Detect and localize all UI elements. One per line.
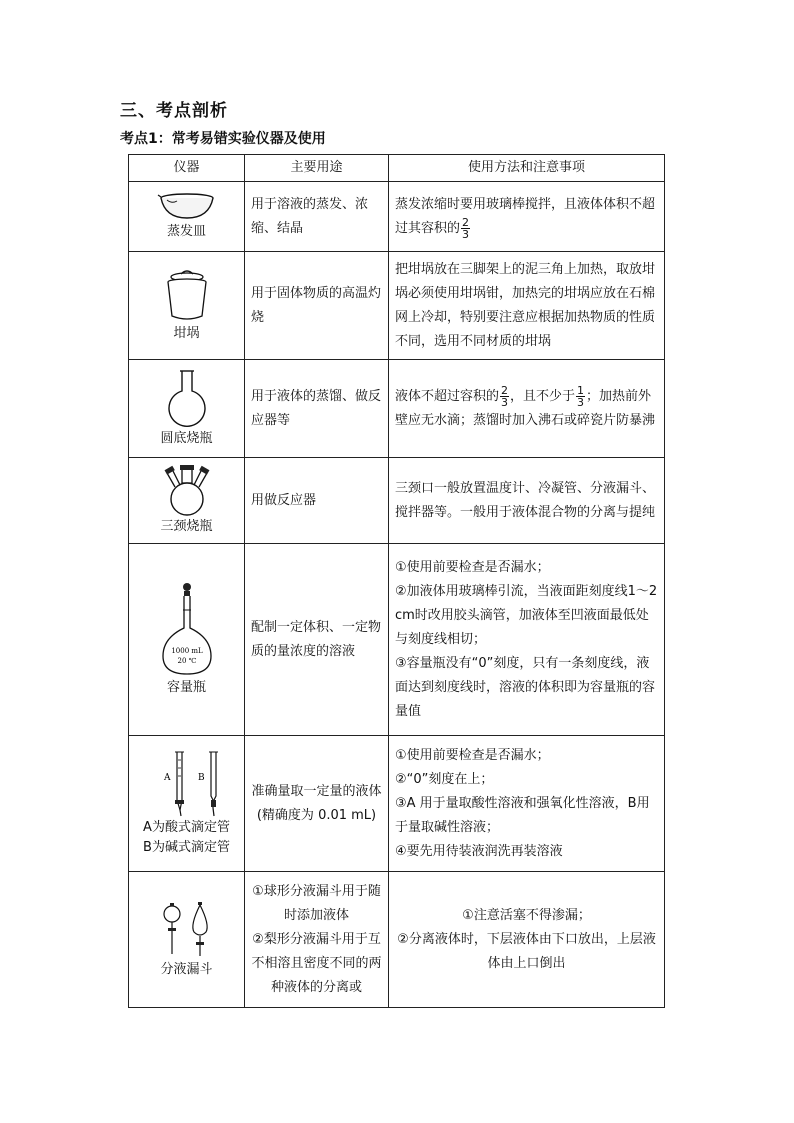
instrument-name-b: B为碱式滴定管 — [143, 839, 230, 855]
note-item: ④要先用待装液润洗再装溶液 — [395, 843, 563, 859]
page-title: 三、考点剖析 — [120, 101, 228, 121]
note-item: ①注意活塞不得渗漏； — [462, 907, 591, 923]
section-title: 考点1：常考易错实验仪器及使用 — [120, 131, 326, 147]
main-use-cell: 用于溶液的蒸发、浓缩、结晶 — [245, 182, 389, 252]
use-item: ①球形分液漏斗用于随时添加液体 — [252, 883, 381, 923]
table-row — [129, 182, 665, 252]
burette-label-a: A — [163, 772, 170, 783]
instrument-cell — [129, 458, 245, 544]
fraction-numerator: 2 — [462, 215, 470, 229]
fraction — [461, 217, 470, 240]
burettes-icon — [142, 750, 232, 818]
three-neck-flask-icon — [157, 465, 217, 517]
notes-text: ；加热前外壁应无水滴；蒸馏时加入沸石或碎瓷片防暴沸 — [395, 388, 656, 428]
flask-capacity-label: 1000 mL — [170, 646, 203, 655]
main-use-cell: 用于固体物质的高温灼烧 — [245, 252, 389, 360]
separatory-funnel-icon — [152, 900, 222, 960]
fraction-denominator: 3 — [501, 395, 509, 409]
note-item: ②加液体用玻璃棒引流，当液面距刻度线1～2 cm时改用胶头滴管，加液体至凹液面最低处与刻度线相切； — [395, 583, 658, 647]
fraction-numerator: 2 — [501, 383, 509, 397]
notes-cell — [389, 872, 665, 1008]
notes-cell — [389, 736, 665, 872]
instrument-name: 蒸发皿 — [166, 223, 206, 239]
instrument-name: 坩埚 — [173, 325, 200, 341]
notes-text: ，且不少于 — [510, 388, 576, 404]
fraction-numerator: 1 — [577, 383, 585, 397]
table-row — [129, 458, 665, 544]
note-item: ①使用前要检查是否漏水； — [395, 747, 550, 763]
round-bottom-flask-icon — [162, 369, 212, 429]
burette-label-b: B — [197, 772, 205, 783]
table-row — [129, 736, 665, 872]
main-use-cell: 用做反应器 — [245, 458, 389, 544]
use-item: ②梨形分液漏斗用于互不相溶且密度不同的两种液体的分离或 — [251, 931, 382, 995]
notes-text: 液体不超过容积的 — [395, 388, 500, 404]
note-item: ②“0”刻度在上； — [395, 771, 494, 787]
instrument-name: 圆底烧瓶 — [160, 430, 213, 446]
fraction-denominator: 3 — [577, 395, 585, 409]
instrument-name: 三颈烧瓶 — [160, 518, 213, 534]
fraction — [500, 385, 509, 408]
instrument-table — [128, 154, 665, 1008]
notes-cell — [389, 360, 665, 458]
notes-cell — [389, 544, 665, 736]
table-row — [129, 360, 665, 458]
instrument-cell — [129, 252, 245, 360]
main-use-cell: 用于液体的蒸馏、做反应器等 — [245, 360, 389, 458]
volumetric-flask-icon — [157, 582, 217, 678]
crucible-icon — [162, 268, 212, 324]
notes-cell — [389, 182, 665, 252]
header-notes: 使用方法和注意事项 — [389, 155, 665, 182]
header-instrument: 仪器 — [129, 155, 245, 182]
instrument-name-a: A为酸式滴定管 — [143, 819, 230, 835]
instrument-cell — [129, 360, 245, 458]
note-item: ①使用前要检查是否漏水； — [395, 559, 550, 575]
note-item: ③A 用于量取酸性溶液和强氧化性溶液，B用于量取碱性溶液； — [395, 795, 650, 835]
flask-temperature-label: 20 ℃ — [177, 656, 196, 665]
fraction-denominator: 3 — [462, 227, 470, 241]
instrument-name: 分液漏斗 — [160, 961, 213, 977]
notes-cell: 把坩埚放在三脚架上的泥三角上加热，取放坩埚必须使用坩埚钳，加热完的坩埚应放在石棉网上冷却，特别要注意应根据加热物质的性质不同，选用不同材质的坩埚 — [389, 252, 665, 360]
evaporating-dish-icon — [157, 192, 217, 222]
note-item: ③容量瓶没有“0”刻度，只有一条刻度线，液面达到刻度线时，溶液的体积即为容量瓶的容量值 — [395, 655, 656, 719]
instrument-cell — [129, 736, 245, 872]
table-header-row — [129, 155, 665, 182]
table-row — [129, 252, 665, 360]
instrument-cell — [129, 544, 245, 736]
fraction — [576, 385, 585, 408]
notes-text: 蒸发浓缩时要用玻璃棒搅拌，且液体体积不超过其容积的 — [395, 196, 656, 236]
table-row — [129, 872, 665, 1008]
instrument-cell — [129, 872, 245, 1008]
main-use-cell — [245, 872, 389, 1008]
main-use-cell: 准确量取一定量的液体(精确度为 0.01 mL) — [245, 736, 389, 872]
note-item: ②分离液体时，下层液体由下口放出，上层液体由上口倒出 — [397, 931, 656, 971]
instrument-name: 容量瓶 — [166, 679, 206, 695]
header-main-use: 主要用途 — [245, 155, 389, 182]
instrument-cell — [129, 182, 245, 252]
main-use-cell: 配制一定体积、一定物质的量浓度的溶液 — [245, 544, 389, 736]
table-row — [129, 544, 665, 736]
notes-cell: 三颈口一般放置温度计、冷凝管、分液漏斗、搅拌器等。一般用于液体混合物的分离与提纯 — [389, 458, 665, 544]
